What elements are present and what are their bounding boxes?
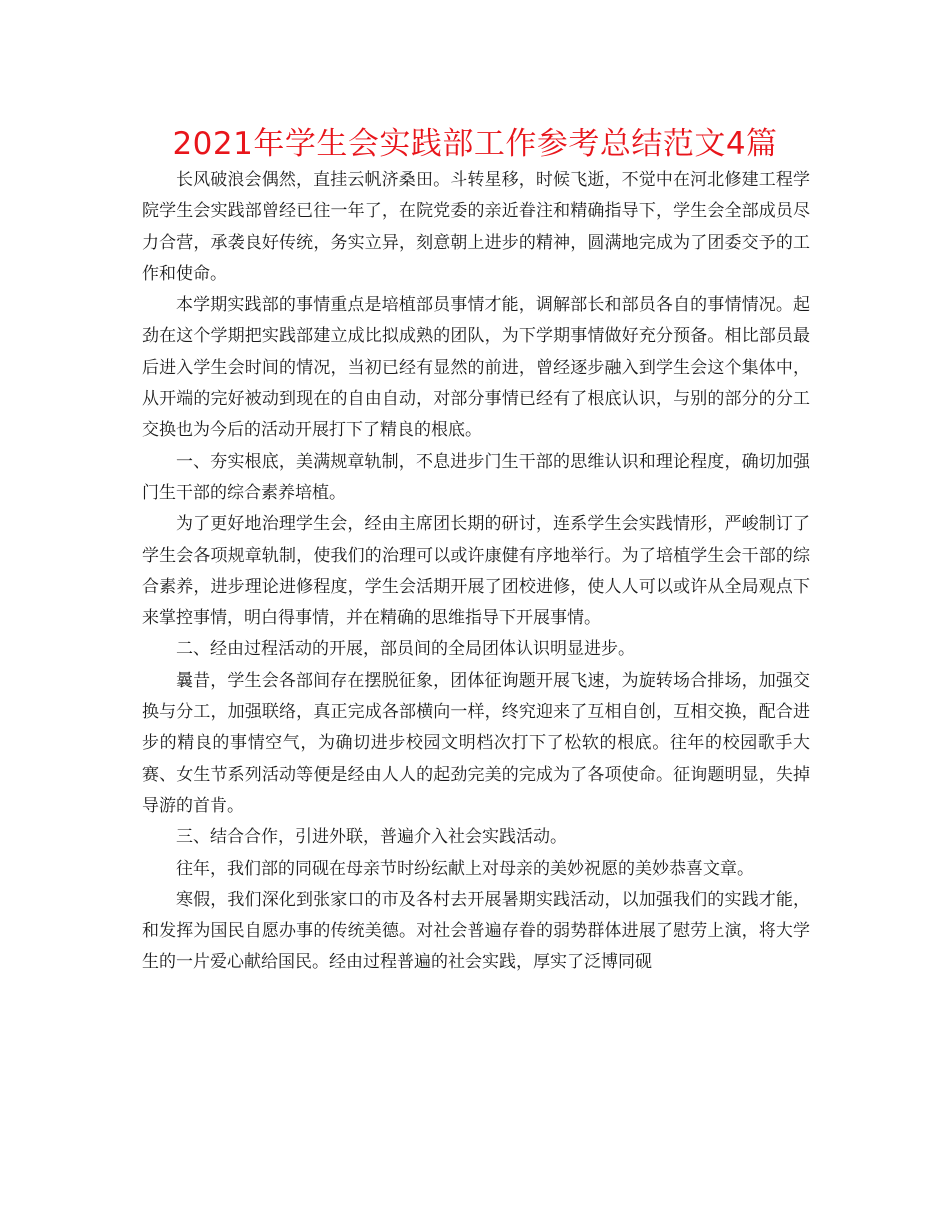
paragraph: 曩昔，学生会各部间存在摆脱征象，团体征询题开展飞速，为旋转场合排场，加强交换与分工，加强联络，真正完成各部横向一样，终究迎来了互相自创，互相交换，配合进步的精良的事情空气，为确切进步校园文明档次打下了松软的根底。往年的校园歌手大赛、女生节系列活动等便是经由人人的起劲完美的完成为了各项使命。征询题明显，失掉导游的首肯。 (142, 670, 810, 816)
document-title: 2021年学生会实践部工作参考总结范文4篇 (172, 126, 778, 162)
paragraph: 本学期实践部的事情重点是培植部员事情才能，调解部长和部员各自的事情情况。起劲在这个学期把实践部建立成比拟成熟的团队，为下学期事情做好充分预备。相比部员最后进入学生会时间的情况，当初已经有显然的前进，曾经逐步融入到学生会这个集体中，从开端的完好被动到现在的自由自动，对部分事情已经有了根底认识，与别的部分的分工交换也为今后的活动开展打下了精良的根底。 (142, 295, 810, 441)
paragraph: 为了更好地治理学生会，经由主席团长期的研讨，连系学生会实践情形，严峻制订了学生会各项规章轨制，使我们的治理可以或许康健有序地举行。为了培植学生会干部的综合素养，进步理论进修程度，学生会活期开展了团校进修，使人人可以或许从全局观点下来掌控事情，明白得事情，并在精确的思维指导下开展事情。 (142, 514, 810, 629)
paragraph: 长风破浪会偶然，直挂云帆济桑田。斗转星移，时候飞逝，不觉中在河北修建工程学院学生会实践部曾经已往一年了，在院党委的亲近眷注和精确指导下，学生会全部成员尽力合营，承袭良好传统，务实立异，刻意朝上进步的精神，圆满地完成为了团委交予的工作和使命。 (142, 170, 810, 284)
section-heading: 一、夯实根底，美满规章轨制，不息进步门生干部的思维认识和理论程度，确切加强门生干部的综合素养培植。 (142, 451, 810, 503)
document-body (142, 165, 810, 979)
paragraph: 寒假，我们深化到张家口的市及各村去开展暑期实践活动，以加强我们的实践才能，和发挥为国民自愿办事的传统美德。对社会普遍存眷的弱势群体进展了慰劳上演，将大学生的一片爱心献给国民。经由过程普遍的社会实践，厚实了泛博同砚 (142, 889, 810, 973)
section-heading: 二、经由过程活动的开展，部员间的全局团体认识明显进步。 (176, 639, 635, 660)
paragraph: 往年，我们部的同砚在母亲节时纷纭献上对母亲的美妙祝愿的美妙恭喜文章。 (176, 858, 754, 879)
section-heading: 三、结合合作，引进外联，普遍介入社会实践活动。 (176, 827, 567, 848)
